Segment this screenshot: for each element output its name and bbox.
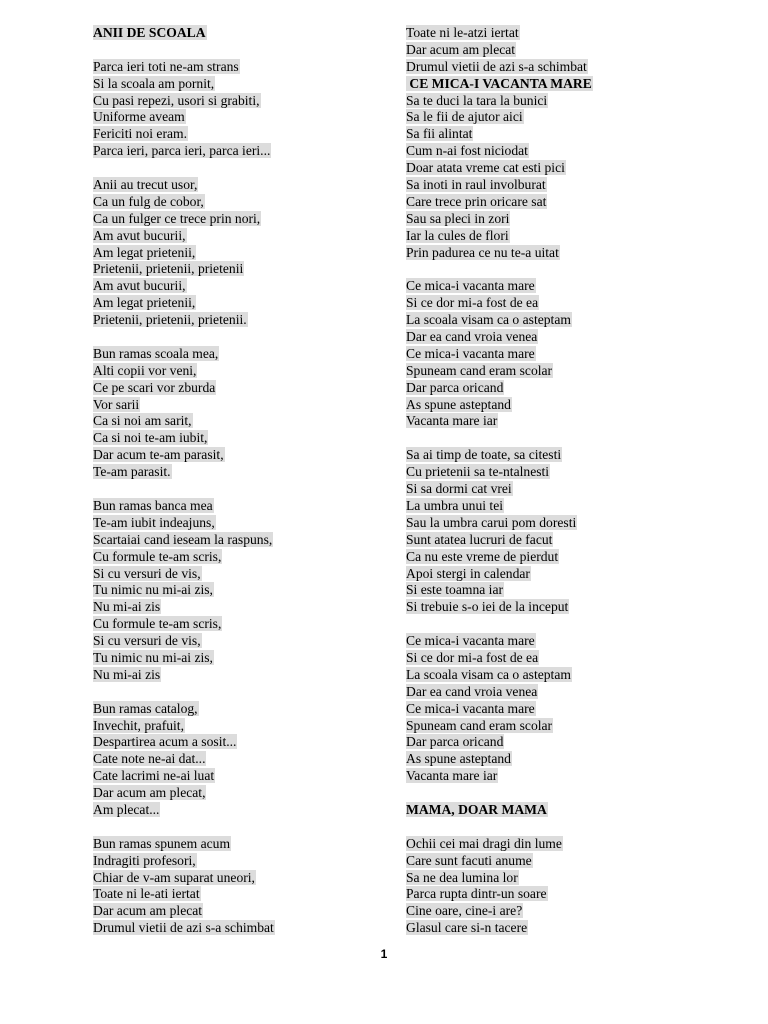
poem-line xyxy=(93,228,383,245)
poem-line xyxy=(406,667,736,684)
poem-line-text: Ca si noi am sarit, xyxy=(93,413,192,429)
poem-line xyxy=(93,295,383,312)
poem-line-text: Ce pe scari vor zburda xyxy=(93,379,216,395)
poem-line xyxy=(93,430,383,447)
poem-line xyxy=(93,109,383,126)
poem-line xyxy=(406,582,736,599)
poem-line xyxy=(406,245,736,262)
poem-line-text: Prin padurea ce nu te-a uitat xyxy=(406,244,559,260)
poem-line-text: Prietenii, prietenii, prietenii xyxy=(93,261,244,277)
poem-line-text: Indragiti profesori, xyxy=(93,852,196,868)
poem-line-text: Drumul vietii de azi s-a schimbat xyxy=(406,58,587,74)
poem-line-text: Doar atata vreme cat esti pici xyxy=(406,160,565,176)
poem-line-text: Am avut bucurii, xyxy=(93,227,186,243)
poem-line-text: Toate ni le-ati iertat xyxy=(93,886,200,902)
poem-line-text: Ca un fulger ce trece prin nori, xyxy=(93,210,261,226)
poem-line xyxy=(93,734,383,751)
poem-line-text: Fericiti noi eram. xyxy=(93,126,187,142)
poem-line-text: Bun ramas scoala mea, xyxy=(93,345,219,361)
poem-line xyxy=(406,109,736,126)
poem-line xyxy=(406,59,736,76)
poem-line-text: Chiar de v-am suparat uneori, xyxy=(93,869,255,885)
poem-line xyxy=(93,194,383,211)
poem-line-text: Uniforme aveam xyxy=(93,109,185,125)
poem-line-text: La scoala visam ca o asteptam xyxy=(406,312,571,328)
poem-line xyxy=(406,93,736,110)
poem-line-text: Alti copii vor veni, xyxy=(93,362,197,378)
poem-line xyxy=(406,853,736,870)
poem-line-text: Cu prietenii sa te-ntalnesti xyxy=(406,464,550,480)
poem-line xyxy=(406,870,736,887)
poem-line-text: Sau la umbra carui pom doresti xyxy=(406,514,577,530)
stanza-gap xyxy=(406,616,736,633)
poem-line xyxy=(406,566,736,583)
poem-line-text: Iar la cules de flori xyxy=(406,227,509,243)
poem-line-text: Prietenii, prietenii, prietenii. xyxy=(93,312,247,328)
poem-line xyxy=(406,920,736,937)
poem-title xyxy=(406,76,736,93)
poem-line-text: La umbra unui tei xyxy=(406,497,504,513)
poem-line-text: Bun ramas catalog, xyxy=(93,700,198,716)
poem-line xyxy=(93,886,383,903)
poem-line-text: Te-am parasit. xyxy=(93,464,171,480)
stanza-gap xyxy=(93,160,383,177)
poem-line xyxy=(93,616,383,633)
poem-line xyxy=(406,515,736,532)
poem-line-text: Anii au trecut usor, xyxy=(93,177,198,193)
poem-line xyxy=(406,734,736,751)
poem-line xyxy=(93,701,383,718)
poem-title-text: MAMA, DOAR MAMA xyxy=(406,801,547,817)
poem-line-text: Ce mica-i vacanta mare xyxy=(406,633,535,649)
poem-line-text: Sa le fii de ajutor aici xyxy=(406,109,523,125)
poem-line xyxy=(93,515,383,532)
poem-line xyxy=(406,549,736,566)
poem-line-text: Ca si noi te-am iubit, xyxy=(93,430,208,446)
poem-line-text: Am avut bucurii, xyxy=(93,278,186,294)
poem-line xyxy=(93,346,383,363)
poem-line xyxy=(406,25,736,42)
poem-line xyxy=(406,346,736,363)
poem-line-text: Tu nimic nu mi-ai zis, xyxy=(93,649,213,665)
stanza-gap xyxy=(93,481,383,498)
poem-line-text: Dar acum te-am parasit, xyxy=(93,447,224,463)
poem-line-text: Te-am iubit indeajuns, xyxy=(93,514,215,530)
poem-line-text: Si cu versuri de vis, xyxy=(93,565,201,581)
poem-line xyxy=(406,903,736,920)
poem-line xyxy=(406,464,736,481)
poem-line-text: La scoala visam ca o asteptam xyxy=(406,666,571,682)
poem-line-text: Ce mica-i vacanta mare xyxy=(406,278,535,294)
poem-title-text: ANII DE SCOALA xyxy=(93,25,206,40)
poem-line xyxy=(406,836,736,853)
poem-line-text: Cu pasi repezi, usori si grabiti, xyxy=(93,92,260,108)
poem-line xyxy=(406,211,736,228)
poem-line xyxy=(406,413,736,430)
poem-line xyxy=(93,802,383,819)
poem-line xyxy=(93,76,383,93)
poem-line-text: Nu mi-ai zis xyxy=(93,599,161,615)
poem-line-text: Si sa dormi cat vrei xyxy=(406,481,512,497)
poem-line xyxy=(93,397,383,414)
poem-line xyxy=(93,363,383,380)
poem-line-text: As spune asteptand xyxy=(406,396,511,412)
poem-line xyxy=(406,684,736,701)
poem-line-text: Sa fii alintat xyxy=(406,126,473,142)
poem-line-text: Sa te duci la tara la bunici xyxy=(406,92,548,108)
poem-line xyxy=(93,853,383,870)
poem-line-text: Glasul care si-n tacere xyxy=(406,920,528,936)
poem-line-text: Cu formule te-am scris, xyxy=(93,616,222,632)
poem-line-text: Dar acum am plecat xyxy=(406,41,516,57)
poem-line xyxy=(406,228,736,245)
poem-line-text: Ce mica-i vacanta mare xyxy=(406,345,535,361)
poem-line xyxy=(93,532,383,549)
poem-line xyxy=(93,768,383,785)
poem-line-text: Parca ieri, parca ieri, parca ieri... xyxy=(93,143,271,159)
poem-title xyxy=(93,25,383,42)
page-number: 1 xyxy=(380,947,388,961)
poem-line xyxy=(406,177,736,194)
poem-line xyxy=(93,903,383,920)
poem-line-text: Vor sarii xyxy=(93,396,140,412)
poem-line xyxy=(93,245,383,262)
poem-line xyxy=(406,278,736,295)
stanza-gap xyxy=(406,261,736,278)
poem-line-text: Bun ramas banca mea xyxy=(93,497,213,513)
poem-line-text: Drumul vietii de azi s-a schimbat xyxy=(93,920,274,936)
poem-line-text: Invechit, prafuit, xyxy=(93,717,184,733)
stanza-gap xyxy=(406,785,736,802)
poem-line xyxy=(93,126,383,143)
right-column xyxy=(406,25,736,937)
poem-line-text: Am legat prietenii, xyxy=(93,295,196,311)
poem-line-text: Apoi stergi in calendar xyxy=(406,565,530,581)
poem-line-text: Si ce dor mi-a fost de ea xyxy=(406,295,539,311)
poem-line-text: Spuneam cand eram scolar xyxy=(406,717,553,733)
poem-line xyxy=(93,549,383,566)
poem-line-text: Dar ea cand vroia venea xyxy=(406,683,538,699)
poem-line xyxy=(406,329,736,346)
poem-line xyxy=(93,836,383,853)
poem-line xyxy=(406,498,736,515)
poem-line xyxy=(93,870,383,887)
poem-line xyxy=(93,498,383,515)
poem-line-text: Bun ramas spunem acum xyxy=(93,835,231,851)
stanza-gap xyxy=(406,430,736,447)
poem-line xyxy=(406,718,736,735)
poem-line xyxy=(406,42,736,59)
poem-line xyxy=(93,582,383,599)
poem-line-text: Care sunt facuti anume xyxy=(406,852,532,868)
poem-line xyxy=(93,59,383,76)
stanza-gap xyxy=(93,329,383,346)
poem-line-text: Sa ai timp de toate, sa citesti xyxy=(406,447,562,463)
poem-line-text: Dar parca oricand xyxy=(406,379,504,395)
poem-line xyxy=(406,363,736,380)
poem-line-text: Vacanta mare iar xyxy=(406,413,498,429)
poem-line xyxy=(93,380,383,397)
poem-line-text: Am plecat... xyxy=(93,801,160,817)
poem-line xyxy=(93,751,383,768)
poem-line xyxy=(93,93,383,110)
poem-line xyxy=(93,211,383,228)
poem-line-text: Am legat prietenii, xyxy=(93,244,196,260)
poem-line xyxy=(93,464,383,481)
poem-line-text: Cate note ne-ai dat... xyxy=(93,751,206,767)
poem-line-text: Despartirea acum a sosit... xyxy=(93,734,237,750)
poem-line-text: Cum n-ai fost niciodat xyxy=(406,143,528,159)
poem-line xyxy=(406,194,736,211)
poem-line-text: Toate ni le-atzi iertat xyxy=(406,25,519,40)
poem-line-text: Ochii cei mai dragi din lume xyxy=(406,835,562,851)
poem-line xyxy=(406,701,736,718)
left-column xyxy=(93,25,383,937)
poem-line xyxy=(93,261,383,278)
poem-line-text: Scartaiai cand ieseam la raspuns, xyxy=(93,531,273,547)
poem-line xyxy=(93,566,383,583)
poem-line-text: Si trebuie s-o iei de la inceput xyxy=(406,599,569,615)
stanza-gap xyxy=(93,819,383,836)
stanza-gap xyxy=(406,819,736,836)
poem-line-text: Si la scoala am pornit, xyxy=(93,75,215,91)
poem-line xyxy=(93,667,383,684)
poem-line-text: Cate lacrimi ne-ai luat xyxy=(93,768,215,784)
poem-line xyxy=(93,920,383,937)
poem-line xyxy=(406,768,736,785)
poem-line xyxy=(93,177,383,194)
poem-line-text: Sau sa pleci in zori xyxy=(406,210,510,226)
poem-line xyxy=(406,160,736,177)
poem-line xyxy=(406,532,736,549)
poem-line xyxy=(406,481,736,498)
poem-line-text: Ce mica-i vacanta mare xyxy=(406,700,535,716)
poem-line-text: Care trece prin oricare sat xyxy=(406,193,547,209)
poem-line-text: Sa inoti in raul involburat xyxy=(406,177,546,193)
poem-line-text: Spuneam cand eram scolar xyxy=(406,362,553,378)
poem-line-text: Cine oare, cine-i are? xyxy=(406,903,523,919)
poem-line xyxy=(406,380,736,397)
poem-line-text: Dar acum am plecat, xyxy=(93,785,206,801)
poem-line-text: Dar parca oricand xyxy=(406,734,504,750)
poem-line xyxy=(406,126,736,143)
poem-line-text: Nu mi-ai zis xyxy=(93,666,161,682)
poem-line-text: Vacanta mare iar xyxy=(406,768,498,784)
poem-line-text: Dar acum am plecat xyxy=(93,903,203,919)
poem-line xyxy=(406,633,736,650)
poem-line xyxy=(406,397,736,414)
poem-line xyxy=(93,278,383,295)
poem-line-text: Parca ieri toti ne-am strans xyxy=(93,58,239,74)
poem-line xyxy=(406,295,736,312)
poem-line-text: As spune asteptand xyxy=(406,751,511,767)
poem-line-text: Ca nu este vreme de pierdut xyxy=(406,548,559,564)
poem-line xyxy=(93,633,383,650)
poem-line xyxy=(93,650,383,667)
poem-line xyxy=(93,143,383,160)
poem-line xyxy=(406,650,736,667)
poem-line-text: Dar ea cand vroia venea xyxy=(406,329,538,345)
poem-line xyxy=(93,785,383,802)
poem-line xyxy=(406,447,736,464)
poem-title-text: CE MICA-I VACANTA MARE xyxy=(406,75,592,91)
poem-line-text: Parca rupta dintr-un soare xyxy=(406,886,547,902)
poem-line xyxy=(93,413,383,430)
poem-line xyxy=(93,599,383,616)
stanza-gap xyxy=(93,684,383,701)
poem-line-text: Ca un fulg de cobor, xyxy=(93,193,204,209)
poem-line-text: Si ce dor mi-a fost de ea xyxy=(406,649,539,665)
poem-line xyxy=(93,312,383,329)
stanza-gap xyxy=(93,42,383,59)
poem-line xyxy=(406,751,736,768)
poem-line xyxy=(93,447,383,464)
poem-line-text: Si cu versuri de vis, xyxy=(93,633,201,649)
poem-line-text: Si este toamna iar xyxy=(406,582,504,598)
poem-line-text: Cu formule te-am scris, xyxy=(93,548,222,564)
poem-line-text: Sunt atatea lucruri de facut xyxy=(406,531,553,547)
poem-line xyxy=(406,143,736,160)
poem-line-text: Tu nimic nu mi-ai zis, xyxy=(93,582,213,598)
poem-line xyxy=(406,599,736,616)
poem-line xyxy=(406,312,736,329)
poem-title xyxy=(406,802,736,819)
poem-line xyxy=(93,718,383,735)
poem-line xyxy=(406,886,736,903)
poem-line-text: Sa ne dea lumina lor xyxy=(406,869,518,885)
